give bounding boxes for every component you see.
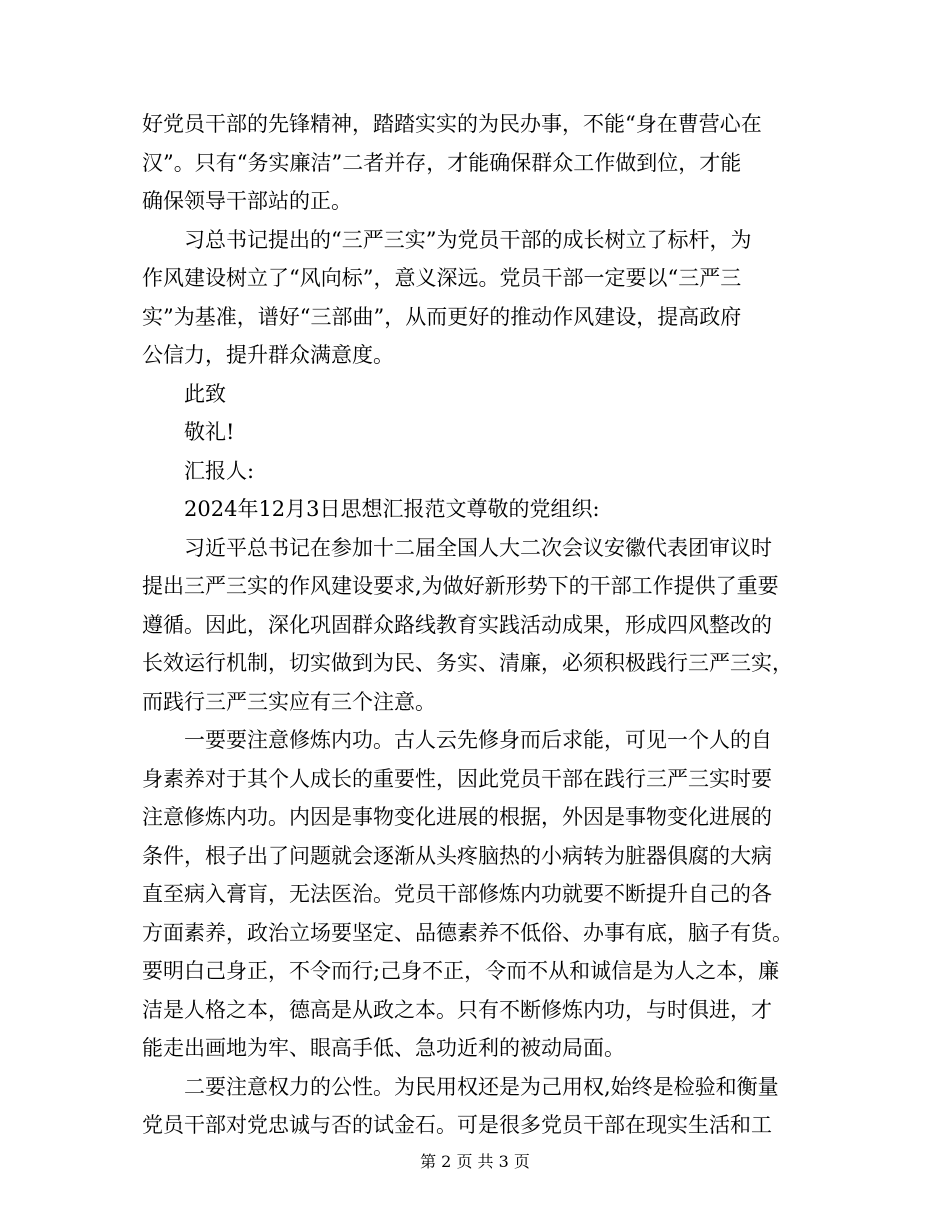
text-line: 习近平总书记在参加十二届全国人大二次会议安徽代表团审议时 <box>142 535 772 560</box>
text-line: 洁是人格之本，德高是从政之本。只有不断修炼内功，与时俱进，才 <box>142 997 772 1022</box>
paragraph <box>142 529 812 722</box>
paragraph <box>142 413 812 452</box>
text-line: 敬礼! <box>142 420 235 444</box>
text-line: 注意修炼内功。内因是事物变化进展的根据，外因是事物变化进展的 <box>142 805 772 829</box>
text-line: 作风建设树立了“风向标”，意义深远。党员干部一定要以“三严三 <box>142 266 742 290</box>
text-line: 条件，根子出了问题就会逐渐从头疼脑热的小病转为脏器俱腐的大病 <box>142 843 772 868</box>
text-line: 2024年12月3日思想汇报范文尊敬的党组织: <box>142 497 600 521</box>
text-line: 一要要注意修炼内功。古人云先修身而后求能，可见一个人的自 <box>142 728 772 752</box>
text-line: 能走出画地为牢、眼高手低、急功近利的被动局面。 <box>142 1036 625 1060</box>
text-line: 遵循。因此，深化巩固群众路线教育实践活动成果，形成四风整改的 <box>142 612 772 637</box>
paragraph <box>142 490 812 529</box>
text-line: 汇报人: <box>142 458 255 483</box>
text-line: 公信力，提升群众满意度。 <box>142 343 394 367</box>
paragraph <box>142 1068 812 1145</box>
paragraph <box>142 721 812 1068</box>
paragraph <box>142 452 812 491</box>
paragraph <box>142 375 812 414</box>
text-line: 二要注意权力的公性。为民用权还是为己用权,始终是检验和衡量 <box>142 1074 779 1099</box>
paragraph <box>142 221 812 375</box>
text-line: 汉”。只有“务实廉洁”二者并存，才能确保群众工作做到位，才能 <box>142 150 742 175</box>
text-line: 方面素养，政治立场要坚定、品德素养不低俗、办事有底，脑子有货。 <box>142 920 793 945</box>
text-line: 而践行三严三实应有三个注意。 <box>142 689 436 714</box>
text-line: 提出三严三实的作风建设要求,为做好新形势下的干部工作提供了重要 <box>142 574 779 598</box>
text-line: 此致 <box>142 381 226 406</box>
text-line: 实”为基准，谱好“三部曲”，从而更好的推动作风建设，提高政府 <box>142 304 742 329</box>
text-line: 身素养对于其个人成长的重要性，因此党员干部在践行三严三实时要 <box>142 766 772 791</box>
page-footer: 第 2 页 共 3 页 <box>420 1152 530 1171</box>
text-line: 长效运行机制，切实做到为民、务实、清廉，必须积极践行三严三实， <box>142 651 793 675</box>
text-line: 要明白己身正，不令而行;己身不正，令而不从和诚信是为人之本，廉 <box>142 959 780 983</box>
text-line: 直至病入膏肓，无法医治。党员干部修炼内功就要不断提升自己的各 <box>142 882 772 906</box>
text-line: 确保领导干部站的正。 <box>142 189 352 213</box>
document-body <box>142 105 812 1145</box>
text-line: 好党员干部的先锋精神，踏踏实实的为民办事，不能“身在曹营心在 <box>142 112 762 136</box>
paragraph <box>142 105 812 221</box>
text-line: 党员干部对党忠诚与否的试金石。可是很多党员干部在现实生活和工 <box>142 1113 772 1137</box>
text-line: 习总书记提出的“三严三实”为党员干部的成长树立了标杆，为 <box>142 227 752 252</box>
